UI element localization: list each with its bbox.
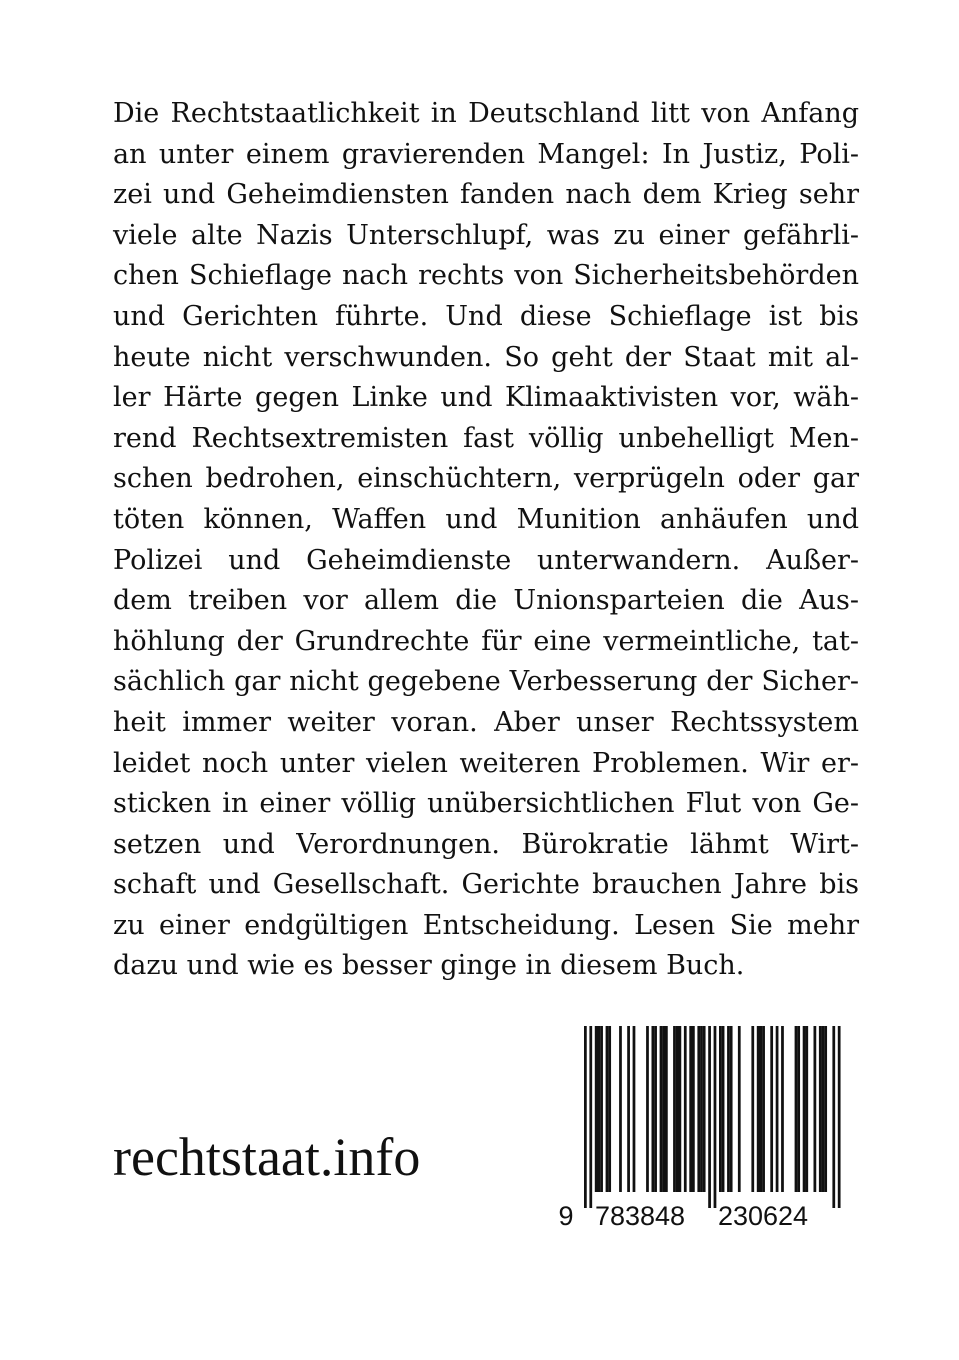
blurb-line: heit immer weiter voran. Aber unser Rechtssystem bbox=[113, 706, 859, 738]
barcode-bar bbox=[760, 1026, 763, 1192]
barcode-bar bbox=[795, 1026, 798, 1192]
barcode-bar bbox=[814, 1026, 817, 1192]
barcode-bar bbox=[714, 1026, 717, 1208]
barcode-lead-digit: 9 bbox=[558, 1201, 574, 1231]
barcode-bar bbox=[692, 1026, 695, 1192]
barcode-left-digits: 783848 bbox=[594, 1201, 686, 1231]
barcode-bar bbox=[832, 1026, 835, 1208]
barcode-bar bbox=[633, 1026, 636, 1192]
barcode-bar bbox=[673, 1026, 676, 1192]
barcode-bar bbox=[727, 1026, 730, 1192]
barcode-bar bbox=[824, 1026, 827, 1192]
blurb-line: Polizei und Geheimdienste unterwandern. Außer- bbox=[113, 544, 859, 576]
blurb-line: sticken in einer völlig unübersichtlichen Flut von Ge- bbox=[113, 788, 859, 820]
barcode-bar bbox=[776, 1026, 779, 1192]
barcode-bar bbox=[676, 1026, 679, 1192]
barcode-bar bbox=[770, 1026, 773, 1192]
isbn-barcode bbox=[557, 1022, 843, 1232]
blurb-line: setzen und Verordnungen. Bürokratie lähmt Wirt- bbox=[113, 828, 859, 860]
barcode-bar bbox=[684, 1026, 687, 1192]
barcode-bar bbox=[608, 1026, 611, 1192]
barcode-bar bbox=[646, 1026, 649, 1192]
blurb-line: schen bedrohen, einschüchtern, verprügeln oder gar bbox=[113, 463, 859, 495]
barcode-bar bbox=[652, 1026, 655, 1192]
barcode-bar bbox=[627, 1026, 630, 1192]
barcode-bar bbox=[719, 1026, 722, 1192]
barcode-bar bbox=[679, 1026, 682, 1192]
barcode-bar bbox=[797, 1026, 800, 1192]
blurb-line: und Gerichten führte. Und diese Schieflage ist bis bbox=[113, 300, 859, 332]
blurb-line: rend Rechtsextremisten fast völlig unbehelligt Men- bbox=[113, 422, 859, 454]
barcode-bar bbox=[822, 1026, 825, 1192]
barcode-bar bbox=[654, 1026, 657, 1192]
barcode-bar bbox=[595, 1026, 598, 1192]
blurb-line: höhlung der Grundrechte für eine vermeintliche, tat- bbox=[113, 625, 859, 657]
barcode-bar bbox=[751, 1026, 754, 1192]
barcode-bar bbox=[700, 1026, 703, 1192]
barcode-bar bbox=[722, 1026, 725, 1192]
blurb-line: schaft und Gesellschaft. Gerichte brauchen Jahre bis bbox=[113, 869, 859, 901]
barcode-bar bbox=[762, 1026, 765, 1192]
barcode-right-digits: 230624 bbox=[717, 1201, 809, 1231]
barcode-bar bbox=[757, 1026, 760, 1192]
blurb-line: heute nicht verschwunden. So geht der Staat mit al- bbox=[113, 341, 859, 373]
blurb-line: zu einer endgültigen Entscheidung. Lesen Sie mehr bbox=[113, 909, 859, 941]
barcode-bar bbox=[689, 1026, 692, 1192]
barcode-bar bbox=[584, 1026, 587, 1208]
barcode-bar bbox=[703, 1026, 706, 1192]
back-cover-blurb bbox=[113, 94, 859, 987]
blurb-line: sächlich gar nicht gegebene Verbesserung der Sicher- bbox=[113, 666, 859, 698]
blurb-line: viele alte Nazis Unterschlupf, was zu einer gefährli- bbox=[113, 219, 859, 251]
barcode-bar bbox=[697, 1026, 700, 1192]
barcode-bar bbox=[708, 1026, 711, 1208]
barcode-bar bbox=[619, 1026, 622, 1192]
barcode-bar bbox=[781, 1026, 784, 1192]
blurb-line: leidet noch unter vielen weiteren Problemen. Wir er- bbox=[113, 747, 859, 779]
barcode-bar bbox=[660, 1026, 663, 1192]
blurb-line: töten können, Waffen und Munition anhäufen und bbox=[113, 503, 859, 535]
barcode-bar bbox=[805, 1026, 808, 1192]
barcode-bar bbox=[665, 1026, 668, 1192]
barcode-bar bbox=[598, 1026, 601, 1192]
barcode-bar bbox=[803, 1026, 806, 1192]
blurb-line: zei und Geheimdiensten fanden nach dem Krieg sehr bbox=[113, 179, 859, 211]
barcode-bar bbox=[600, 1026, 603, 1192]
barcode-bar bbox=[606, 1026, 609, 1192]
blurb-line: ler Härte gegen Linke und Klimaaktivisten vor, wäh- bbox=[113, 382, 859, 414]
barcode-bar bbox=[838, 1026, 841, 1208]
blurb-line: Die Rechtstaatlichkeit in Deutschland litt von Anfang bbox=[113, 98, 859, 129]
blurb-line: chen Schieflage nach rechts von Sicherheitsbehörden bbox=[113, 260, 859, 292]
barcode-bar bbox=[819, 1026, 822, 1192]
barcode-bar bbox=[730, 1026, 733, 1192]
blurb-line: an unter einem gravierenden Mangel: In Justiz, Poli- bbox=[113, 138, 859, 170]
barcode-bar bbox=[589, 1026, 592, 1208]
website-label: rechtstaat.info bbox=[113, 1127, 421, 1187]
blurb-line: dazu und wie es besser ginge in diesem Buch. bbox=[113, 950, 745, 982]
blurb-line: dem treiben vor allem die Unionsparteien die Aus- bbox=[113, 585, 859, 617]
barcode-bar bbox=[662, 1026, 665, 1192]
barcode-bar bbox=[738, 1026, 741, 1192]
